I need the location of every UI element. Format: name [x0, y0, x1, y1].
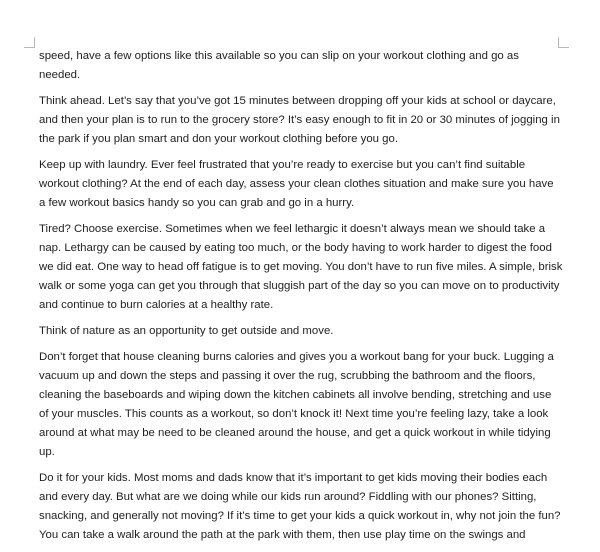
- paragraph[interactable]: Think of nature as an opportunity to get outside and move.: [39, 325, 334, 337]
- paragraph[interactable]: Think ahead. Let’s say that you’ve got 15 minutes between dropping off your kids at school or daycare, and then your plan is to run to the grocery store? It’s easy enough to fit in 20 or 30 minutes of jogging in the park if you plan smart and don your workout clothing before you go.: [39, 95, 560, 145]
- paragraph[interactable]: Do it for your kids. Most moms and dads know that it’s important to get kids moving their bodies each and every day. But what are we doing while our kids run around? Fiddling with our phones? Sitting, snacking, and generally not moving? If it’s time to get your kids a quick workout in, why not join the fun? You can take a walk around the path at the park with them, then use play time on the swings and: [39, 472, 561, 541]
- document-body[interactable]: [39, 47, 563, 552]
- top-left-margin-mark: [24, 37, 35, 48]
- paragraph[interactable]: Don’t forget that house cleaning burns calories and gives you a workout bang for your buck. Lugging a vacuum up and down the steps and passing it over the rug, scrubbing the bathroom and the floors, cleaning the baseboards and wiping down the kitchen cabinets all involve bending, stretching and use of your muscles. This counts as a workout, so don’t knock it! Next time you’re feeling lazy, take a look around at what may be need to be cleaned around the house, and get a quick workout in while tidying up.: [39, 351, 554, 458]
- paragraph[interactable]: Tired? Choose exercise. Sometimes when we feel lethargic it doesn’t always mean we should take a nap. Lethargy can be caused by eating too much, or the body having to work harder to digest the food we did eat. One way to head off fatigue is to get moving. You don’t have to run five miles. A simple, brisk walk or some yoga can get you through that sluggish part of the day so you can move on to productivity and continue to burn calories at a healthy rate.: [39, 223, 563, 311]
- paragraph[interactable]: Keep up with laundry. Ever feel frustrated that you’re ready to exercise but you can’t find suitable workout clothing? At the end of each day, assess your clean clothes situation and make sure you have a few workout basics handy so you can grab and go in a hurry.: [39, 159, 554, 209]
- paragraph[interactable]: speed, have a few options like this available so you can slip on your workout clothing and go as needed.: [39, 50, 519, 81]
